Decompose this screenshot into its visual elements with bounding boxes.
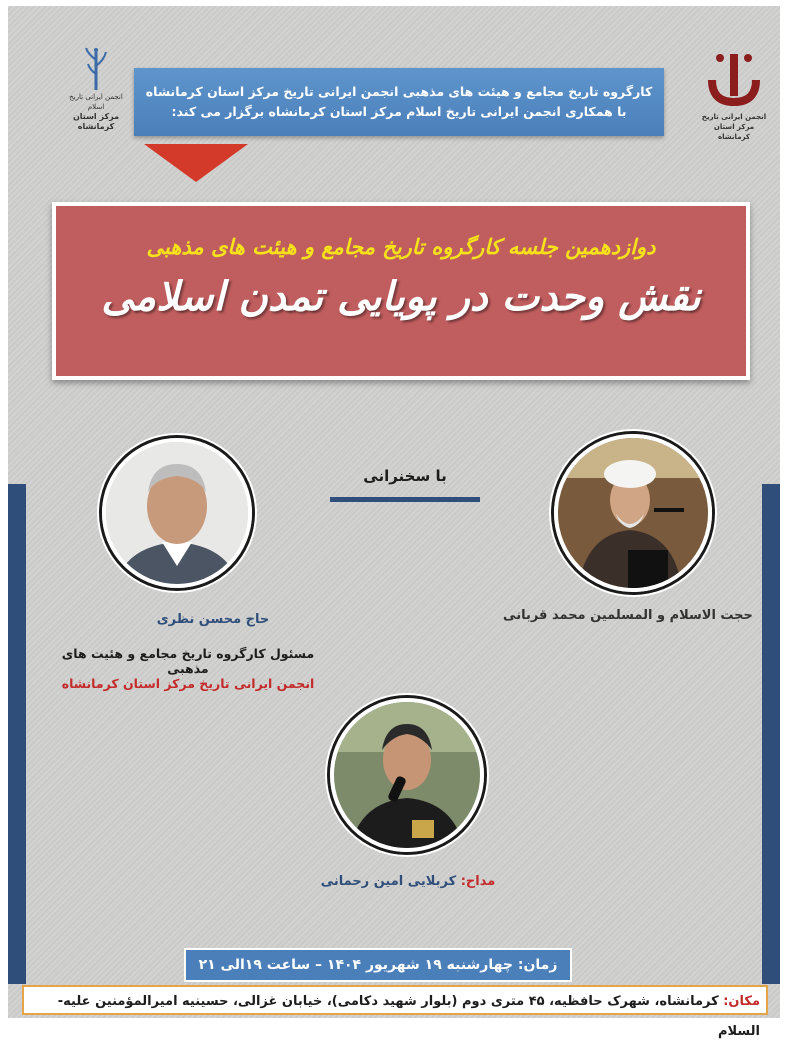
header-banner bbox=[134, 68, 664, 136]
right-side-bar bbox=[762, 484, 780, 984]
logo-right-caption-top: انجمن ایرانی تاریخ bbox=[701, 113, 767, 121]
time-label: زمان: bbox=[517, 957, 558, 973]
place-bar bbox=[22, 985, 768, 1039]
down-arrow-icon bbox=[144, 144, 248, 182]
place-label: مکان: bbox=[723, 994, 760, 1009]
speaker-left-photo bbox=[102, 438, 252, 588]
maddah-photo bbox=[330, 698, 484, 852]
speaker-left-name: حاج محسن نظری bbox=[156, 612, 270, 627]
speaker-right-photo bbox=[554, 434, 712, 592]
logo-right-caption-bottom: مرکز استان کرمانشاه bbox=[713, 123, 755, 141]
topic-title: نقش وحدت در پویایی تمدن اسلامی bbox=[101, 273, 701, 320]
logo-left bbox=[66, 46, 126, 136]
maddah-label: مداح: bbox=[460, 874, 496, 889]
logo-right bbox=[698, 44, 770, 144]
poster bbox=[8, 6, 780, 1018]
time-bar bbox=[184, 948, 572, 982]
speech-label bbox=[330, 466, 480, 506]
maddah-credit bbox=[308, 874, 508, 889]
speech-label-text: با سخنرانی bbox=[363, 467, 447, 485]
left-side-bar bbox=[8, 484, 26, 984]
speaker-left-org: انجمن ایرانی تاریخ مرکز استان کرمانشاه bbox=[61, 676, 315, 691]
logo-left-caption-bottom: مرکز استان کرمانشاه bbox=[72, 112, 120, 131]
header-line-2: با همکاری انجمن ایرانی تاریخ اسلام مرکز استان کرمانشاه برگزار می کند: bbox=[171, 104, 627, 119]
session-title: دوازدهمین جلسه کارگروه تاریخ مجامع و هیئت های مذهبی bbox=[146, 234, 656, 259]
place-value: کرمانشاه، شهرک حافظیه، ۴۵ متری دوم (بلوار شهید دکامی)، خیابان غزالی، حسینیه امیرالمؤمنین علیه-السلام bbox=[57, 994, 760, 1039]
logo-left-caption-top: انجمن ایرانی تاریخ اسلام bbox=[69, 93, 123, 111]
ta-letter-logo-icon bbox=[698, 44, 770, 112]
tree-logo-icon bbox=[78, 46, 114, 92]
speaker-right-name: حجت الاسلام و المسلمین محمد قربانی bbox=[503, 608, 753, 623]
speech-label-underline bbox=[330, 497, 480, 502]
header-line-1: کارگروه تاریخ مجامع و هیئت های مذهبی انجمن ایرانی تاریخ مرکز استان کرمانشاه bbox=[145, 84, 653, 99]
time-value: چهارشنبه ۱۹ شهریور ۱۴۰۴ – ساعت ۱۹الی ۲۱ bbox=[198, 957, 513, 973]
title-box bbox=[52, 202, 750, 380]
maddah-name: کربلایی امین رحمانی bbox=[320, 874, 457, 889]
speaker-left-role: مسئول کارگروه تاریخ مجامع و هئیت های مذهبی bbox=[61, 646, 315, 676]
